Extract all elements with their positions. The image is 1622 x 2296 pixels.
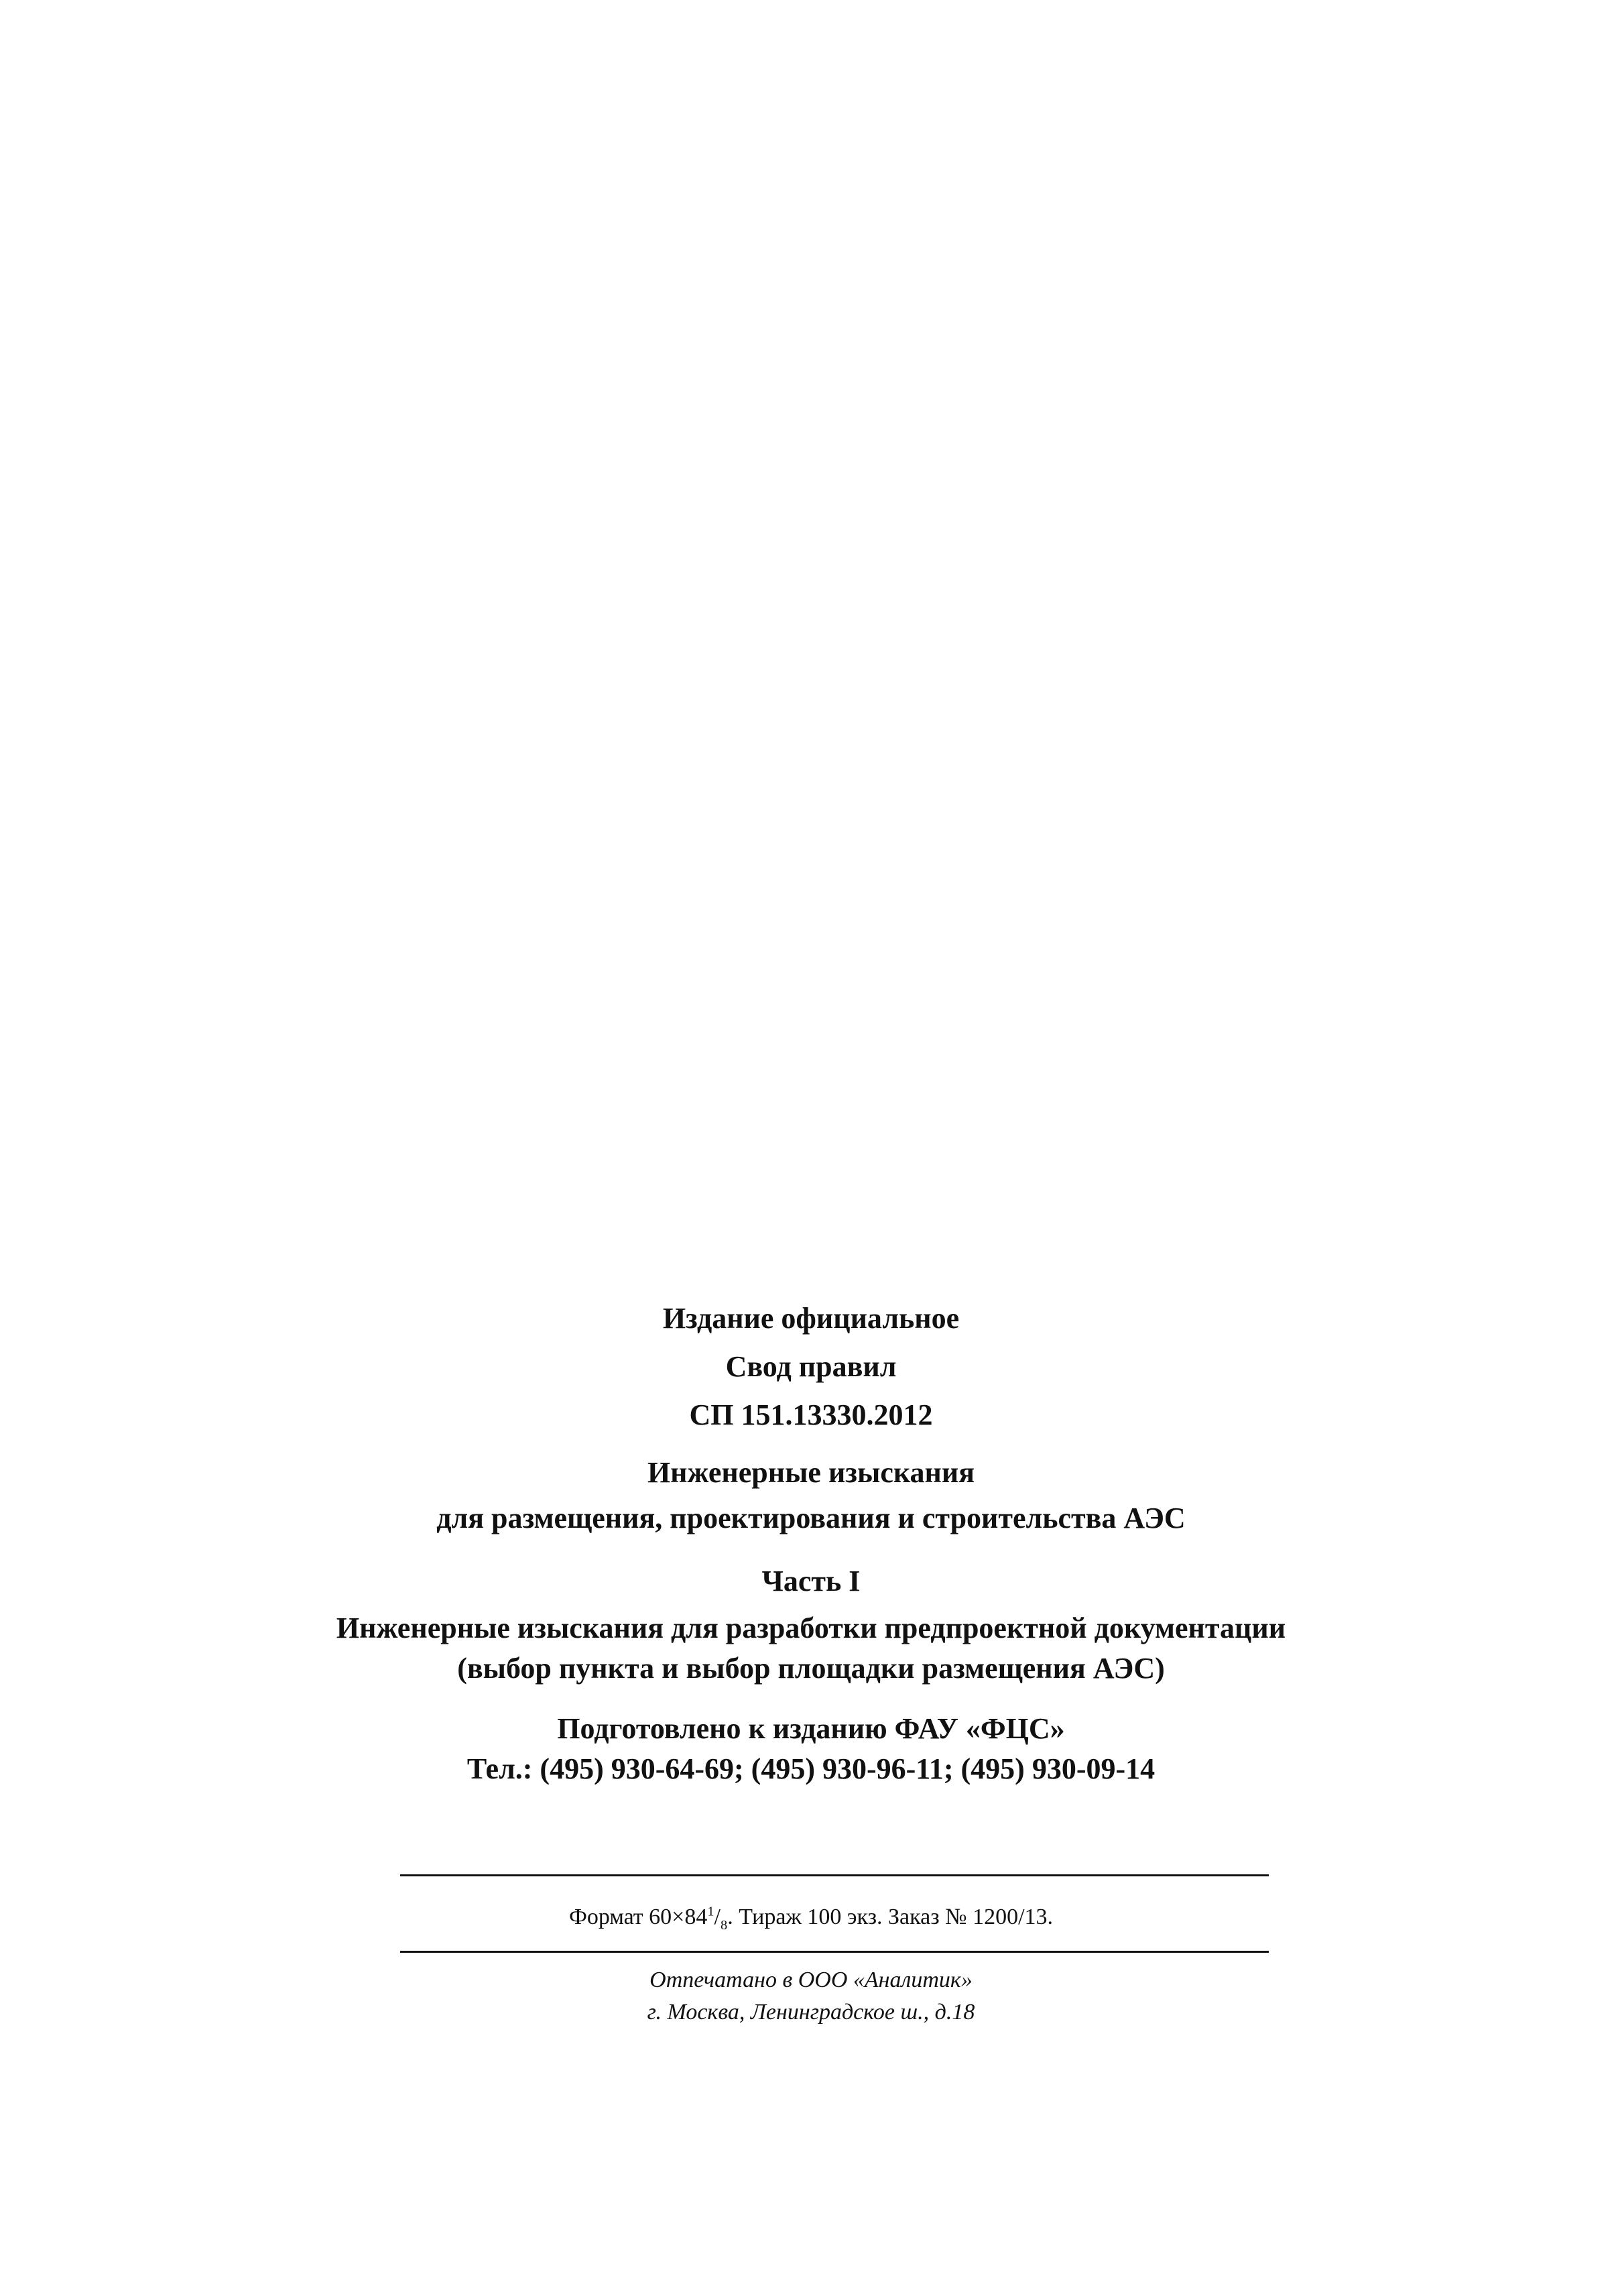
printer-line-1: Отпечатано в ООО «Аналитик»: [649, 1968, 973, 1992]
title-line-1: Инженерные изыскания: [647, 1456, 975, 1489]
phone-numbers: Тел.: (495) 930-64-69; (495) 930-96-11; (495) 930-09-14: [466, 1752, 1156, 1785]
subtitle-line-1: Инженерные изыскания для разработки предпроектной документации: [336, 1612, 1286, 1644]
format-suffix: . Тираж 100 экз. Заказ № 1200/13.: [727, 1905, 1054, 1929]
bottom-divider: [400, 1951, 1269, 1953]
edition-label: Издание официальное: [662, 1302, 960, 1335]
title-line-2: для размещения, проектирования и строительства АЭС: [436, 1502, 1186, 1534]
doc-code: СП 151.13330.2012: [689, 1398, 933, 1431]
printer-line-2: г. Москва, Ленинградское ш., д.18: [647, 2000, 975, 2025]
top-divider: [400, 1874, 1269, 1876]
format-fraction-denominator: 8: [721, 1917, 728, 1933]
prepared-by: Подготовлено к изданию ФАУ «ФЦС»: [557, 1712, 1065, 1745]
part-label: Часть I: [761, 1565, 861, 1597]
imprint-block: [0, 1299, 1622, 1789]
format-fraction-numerator: 1: [707, 1904, 714, 1919]
doc-type: Свод правил: [725, 1350, 897, 1383]
print-format-line: Формат $60\times 84^1/_8$. Тираж 100 экз. Заказ № 1200/13.: [568, 1904, 1054, 1933]
subtitle-line-2: (выбор пункта и выбор площадки размещения АЭС): [457, 1652, 1165, 1685]
format-prefix: Формат 60×84: [568, 1905, 708, 1929]
